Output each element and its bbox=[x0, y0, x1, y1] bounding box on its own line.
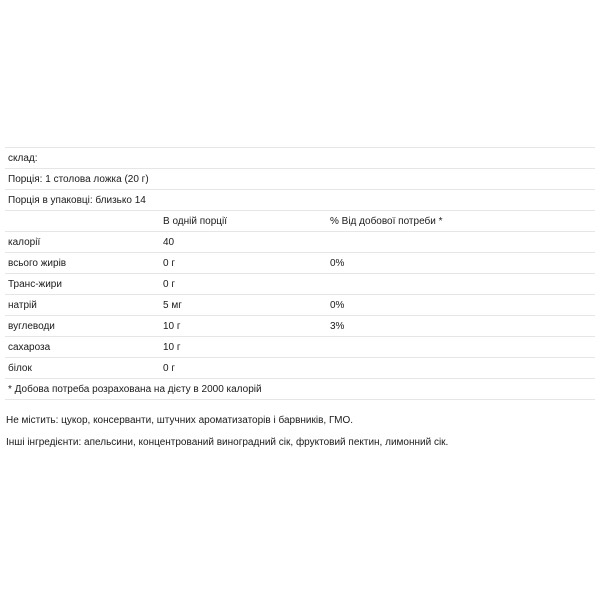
nutrient-name: сахароза bbox=[5, 337, 160, 358]
header-daily-value: % Від добової потреби * bbox=[327, 211, 595, 232]
servings-per-pack-row bbox=[5, 190, 595, 211]
nutrient-row-sodium bbox=[5, 295, 595, 316]
other-ingredients-note: Інші інгредієнти: апельсини, концентрований виноградний сік, фруктовий пектин, лимонний сік. bbox=[6, 437, 449, 448]
header-empty bbox=[5, 211, 160, 232]
nutrient-daily-value bbox=[327, 274, 595, 295]
nutrient-daily-value bbox=[327, 337, 595, 358]
header-row bbox=[5, 211, 595, 232]
product-notes bbox=[5, 414, 595, 458]
daily-value-footnote: * Добова потреба розрахована на дієту в 2000 калорій bbox=[5, 379, 595, 400]
nutrient-amount: 10 г bbox=[160, 337, 327, 358]
nutrient-name: калорії bbox=[5, 232, 160, 253]
nutrient-amount: 0 г bbox=[160, 274, 327, 295]
nutrient-row-total-fat bbox=[5, 253, 595, 274]
nutrient-row-protein bbox=[5, 358, 595, 379]
composition-label: склад: bbox=[5, 148, 595, 169]
nutrition-table bbox=[5, 147, 595, 400]
servings-per-pack: Порція в упаковці: близько 14 bbox=[5, 190, 595, 211]
nutrient-daily-value bbox=[327, 232, 595, 253]
nutrient-amount: 40 bbox=[160, 232, 327, 253]
nutrient-row-sucrose bbox=[5, 337, 595, 358]
nutrient-row-calories bbox=[5, 232, 595, 253]
nutrient-daily-value: 0% bbox=[327, 253, 595, 274]
nutrient-name: натрій bbox=[5, 295, 160, 316]
composition-row bbox=[5, 148, 595, 169]
nutrient-amount: 0 г bbox=[160, 253, 327, 274]
serving-row bbox=[5, 169, 595, 190]
nutrition-facts-panel bbox=[5, 147, 595, 400]
nutrient-amount: 0 г bbox=[160, 358, 327, 379]
header-per-serving: В одній порції bbox=[160, 211, 327, 232]
nutrient-daily-value: 3% bbox=[327, 316, 595, 337]
nutrient-daily-value bbox=[327, 358, 595, 379]
nutrient-name: Транс-жири bbox=[5, 274, 160, 295]
nutrient-name: вуглеводи bbox=[5, 316, 160, 337]
nutrient-daily-value: 0% bbox=[327, 295, 595, 316]
free-from-note: Не містить: цукор, консерванти, штучних ароматизаторів і барвників, ГМО. bbox=[6, 415, 354, 426]
serving-size: Порція: 1 столова ложка (20 г) bbox=[5, 169, 595, 190]
nutrient-row-carbohydrates bbox=[5, 316, 595, 337]
footnote-row bbox=[5, 379, 595, 400]
nutrient-amount: 5 мг bbox=[160, 295, 327, 316]
nutrient-name: всього жирів bbox=[5, 253, 160, 274]
nutrient-amount: 10 г bbox=[160, 316, 327, 337]
nutrient-name: білок bbox=[5, 358, 160, 379]
nutrient-row-trans-fat bbox=[5, 274, 595, 295]
